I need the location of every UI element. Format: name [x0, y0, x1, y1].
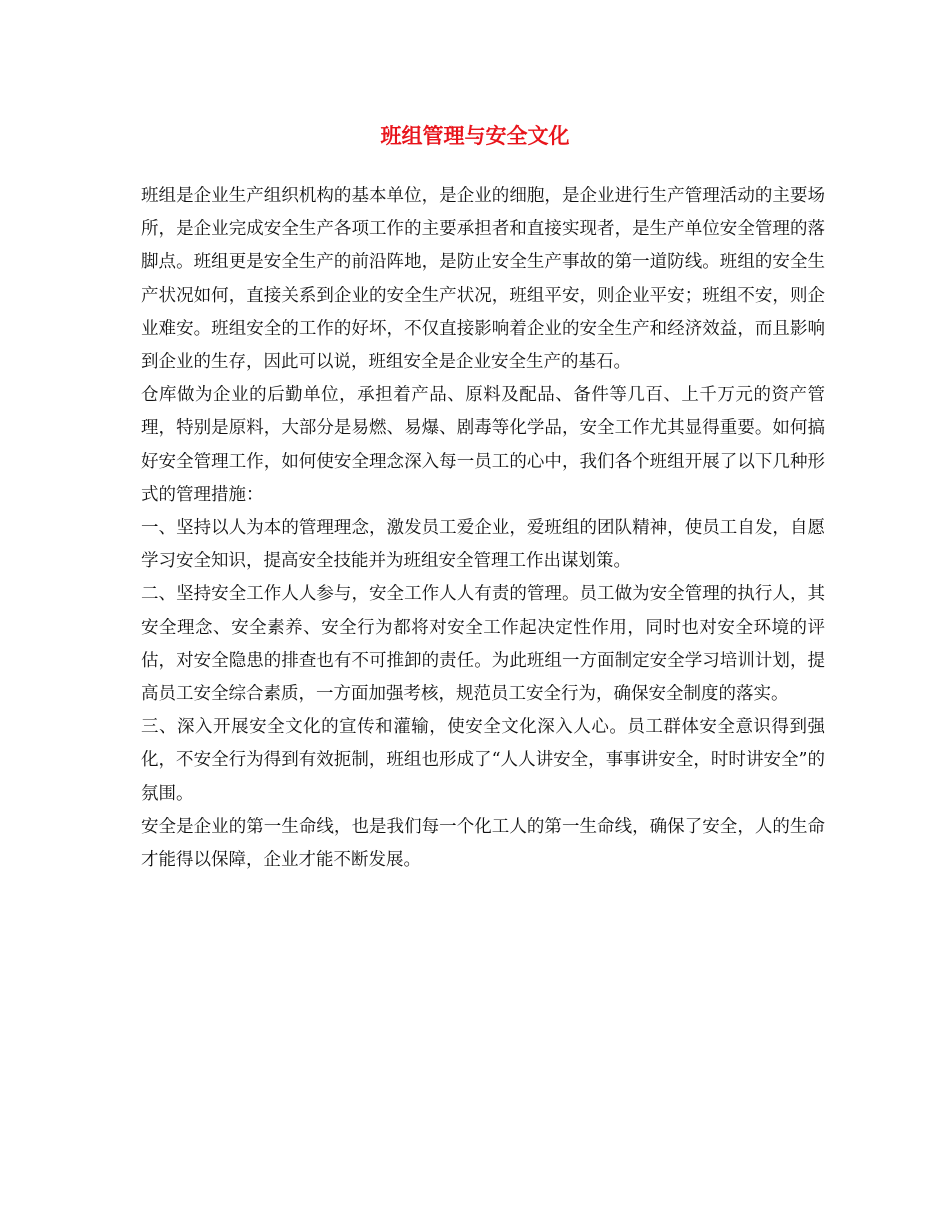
paragraph-warehouse: 仓库做为企业的后勤单位，承担着产品、原料及配品、备件等几百、上千万元的资产管理，特别是原料，大部分是易燃、易爆、剧毒等化学品，安全工作尤其显得重要。如何搞好安全管理工作，如何使安全理念深入每一员工的心中，我们各个班组开展了以下几种形式的管理措施： — [141, 385, 825, 505]
paragraph-measure-3: 三、深入开展安全文化的宣传和灌输，使安全文化深入人心。员工群体安全意识得到强化，不安全行为得到有效扼制，班组也形成了“人人讲安全，事事讲安全，时时讲安全”的氛围。 — [141, 717, 825, 804]
paragraph-conclusion: 安全是企业的第一生命线，也是我们每一个化工人的第一生命线，确保了安全，人的生命才能得以保障，企业才能不断发展。 — [141, 816, 825, 871]
paragraph-measure-2: 二、坚持安全工作人人参与，安全工作人人有责的管理。员工做为安全管理的执行人，其安全理念、安全素养、安全行为都将对安全工作起决定性作用，同时也对安全环境的评估，对安全隐患的排查也有不可推卸的责任。为此班组一方面制定安全学习培训计划，提高员工安全综合素质，一方面加强考核，规范员工安全行为，确保安全制度的落实。 — [141, 584, 825, 705]
document-title: 班组管理与安全文化 — [380, 124, 570, 148]
paragraph-intro: 班组是企业生产组织机构的基本单位，是企业的细胞，是企业进行生产管理活动的主要场所，是企业完成安全生产各项工作的主要承担者和直接实现者，是生产单位安全管理的落脚点。班组更是安全生产的前沿阵地，是防止安全生产事故的第一道防线。班组的安全生产状况如何，直接关系到企业的安全生产状况，班组平安，则企业平安；班组不安，则企业难安。班组安全的工作的好坏，不仅直接影响着企业的安全生产和经济效益，而且影响到企业的生存，因此可以说，班组安全是企业安全生产的基石。 — [141, 186, 825, 373]
paragraph-measure-1: 一、坚持以人为本的管理理念，激发员工爱企业，爱班组的团队精神，使员工自发，自愿学习安全知识，提高安全技能并为班组安全管理工作出谋划策。 — [141, 518, 825, 572]
document-body — [141, 180, 825, 877]
